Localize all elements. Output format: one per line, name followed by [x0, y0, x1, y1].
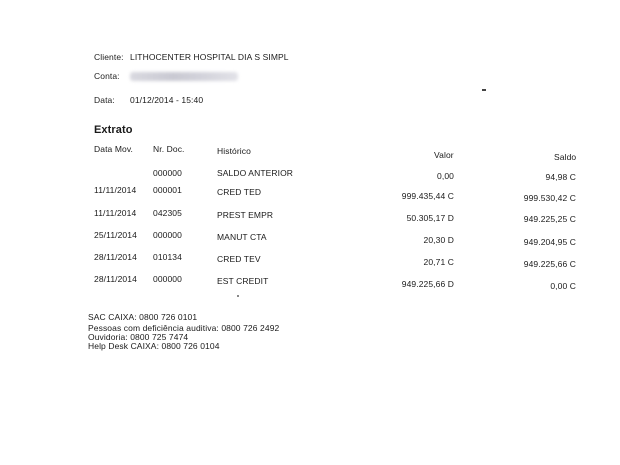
- row-date: 28/11/2014: [94, 252, 137, 262]
- row-saldo: 949.204,95 C: [523, 237, 576, 247]
- row-valor: 999.435,44 C: [401, 191, 454, 201]
- cliente-label: Cliente:: [94, 52, 124, 62]
- data-label: Data:: [94, 95, 115, 105]
- row-valor: 20,30 D: [423, 235, 454, 245]
- stray-mark: [482, 89, 486, 91]
- cliente-value: LITHOCENTER HOSPITAL DIA S SIMPL: [130, 52, 289, 62]
- conta-label: Conta:: [94, 71, 120, 81]
- row-date: 25/11/2014: [94, 230, 137, 240]
- row-valor: 0,00: [437, 171, 454, 181]
- conta-redacted-value: [130, 72, 238, 81]
- row-historico: SALDO ANTERIOR: [217, 168, 294, 178]
- row-saldo: 0,00 C: [550, 281, 576, 291]
- footer-deficiencia: Pessoas com deficiência auditiva: 0800 726 2492: [88, 323, 280, 333]
- row-doc: 000001: [153, 185, 182, 195]
- col-header-valor: Valor: [434, 150, 454, 160]
- row-valor: 949.225,66 D: [401, 279, 454, 289]
- data-value: 01/12/2014 - 15:40: [130, 95, 204, 105]
- footer-help-desk: Help Desk CAIXA: 0800 726 0104: [88, 341, 220, 351]
- row-doc: 000000: [153, 274, 182, 284]
- row-historico: PREST EMPR: [217, 210, 274, 220]
- extrato-title: Extrato: [94, 124, 133, 136]
- row-saldo: 999.530,42 C: [523, 193, 576, 203]
- row-historico: CRED TED: [217, 187, 262, 197]
- row-saldo: 94,98 C: [545, 172, 576, 182]
- row-historico: EST CREDIT: [217, 276, 269, 286]
- row-date: 11/11/2014: [94, 185, 137, 195]
- row-historico: MANUT CTA: [217, 232, 267, 242]
- col-header-historico: Histórico: [217, 146, 251, 156]
- row-date: 28/11/2014: [94, 274, 137, 284]
- row-doc: 000000: [153, 230, 182, 240]
- row-valor: 50.305,17 D: [406, 213, 454, 223]
- row-saldo: 949.225,25 C: [523, 214, 576, 224]
- row-doc: 042305: [153, 208, 182, 218]
- row-saldo: 949.225,66 C: [523, 259, 576, 269]
- row-valor: 20,71 C: [423, 257, 454, 267]
- col-header-saldo: Saldo: [554, 152, 577, 162]
- col-header-data-mov: Data Mov.: [94, 144, 134, 154]
- footer-ouvidoria: Ouvidoria: 0800 725 7474: [88, 332, 189, 342]
- row-date: 11/11/2014: [94, 208, 137, 218]
- row-doc: 010134: [153, 252, 182, 262]
- footer-sac: SAC CAIXA: 0800 726 0101: [88, 312, 198, 322]
- row-doc: 000000: [153, 168, 182, 178]
- col-header-nr-doc: Nr. Doc.: [153, 144, 185, 154]
- row-historico: CRED TEV: [217, 254, 261, 264]
- stray-mark: [237, 295, 239, 297]
